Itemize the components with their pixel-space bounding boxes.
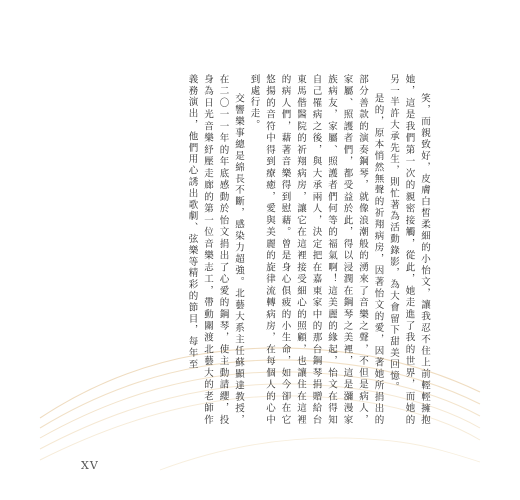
paragraph-1: 笑，而親致好，皮膚白皙柔細的小怡文，讓我忍不住上前輕輕擁抱她，這是我們第一次的親密接觸，從此，她走進了我的世界，而她的另一半許大承先生，則忙著為活動錄影，為大會留下甜美回憶。 [388,74,430,426]
body-text [184,74,432,426]
paragraph-2: 是的，原本悄然無聲的祈翔病房，因著怡文的愛，因著她所捐出的部分善款的演奏鋼琴，就像浪潮般的湧來了音樂之聲，不但是病人，家屬、照護者們，都受益於此，得以浸潤在鋼琴之美裡，這是瀰漫家族病友，家屬、照護者們何等的福氣啊！這美麗的緣起，怡文在得知自己罹病之後，與大承兩人，決定把在嘉東家中的那台鋼琴捐贈給台東馬偕醫院的祈翔病房，讓它在這裡接受細心的照顧，也讓住在這裡的病人們，藉著音樂得到慰藉。曾是身心俱疲的小生命，如今卻在它悠揚的音符中得到療癒，愛與美麗的旋律流轉病房，在每個人的心中到處行走。 [248,74,384,426]
wave-line [160,438,480,470]
page-number: XV [81,459,99,472]
paragraph-3: 交響樂事總是綿長不斷，感染力超強。北藝大系主任蘇顯達教授，在二〇一一年的年底感動於怡文捐出了心愛的鋼琴，使主動請纓，投身為日光音樂紓壓走廊的第一位音樂志工，帶動關渡北藝大的老師作義務演出，他們用心誘出歌劇、弦樂等精彩的節目，每年至 [186,74,244,426]
